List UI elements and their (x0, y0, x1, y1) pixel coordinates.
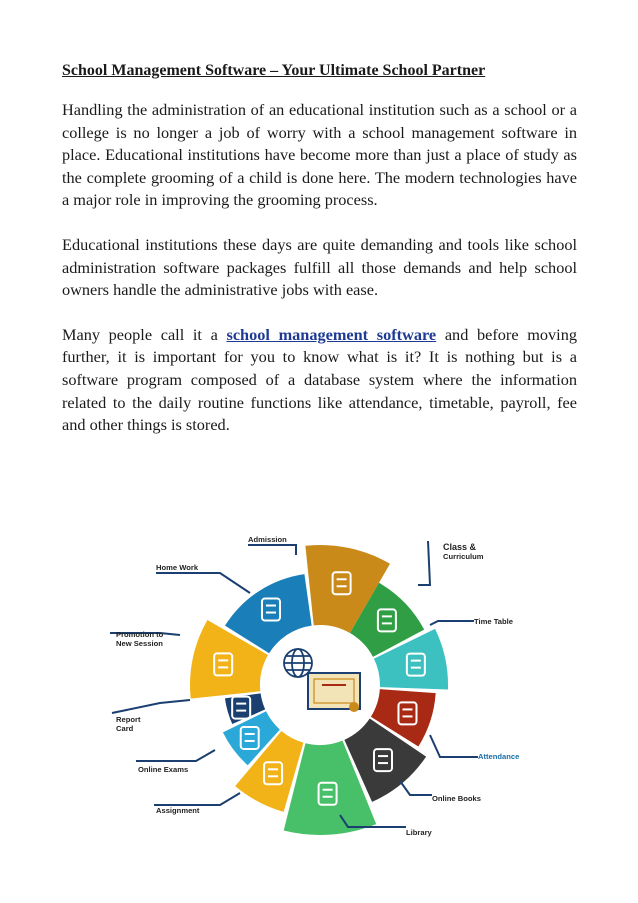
label-report-card-1: Report (116, 715, 141, 724)
label-promotion-1: Promotion to (116, 630, 164, 639)
label-library: Library (406, 828, 432, 837)
label-home-work: Home Work (156, 563, 199, 572)
document-page (62, 60, 577, 459)
paragraph-3-after: and before moving further, it is important for you to know what is it? It is nothing but is a software program composed of a database system where the information related to the daily routine functions like attendance, timetable, payroll, fee and other things is stored. (62, 324, 577, 435)
paragraph-1: Handling the administration of an educational institution such as a school or a college is no longer a job of worry with a school management software in place. Educational institutions have become more than just a place of study as the complete grooming of a child is done here. The modern technologies have a major role in improving the grooming process. (62, 100, 577, 210)
school-modules-diagram (100, 525, 540, 843)
label-assignment: Assignment (156, 806, 200, 815)
certificate-icon (308, 673, 360, 712)
paragraph-2: Educational institutions these days are quite demanding and tools like school administration software packages fulfill all those demands and help school owners handle the administrative jobs with ease. (62, 234, 577, 300)
label-time-table: Time Table (474, 617, 513, 626)
paragraph-3 (62, 324, 577, 437)
label-admission: Admission (248, 535, 287, 544)
label-class-curriculum-1: Class & (443, 542, 477, 552)
document-title: School Management Software – Your Ultimate School Partner (62, 62, 486, 79)
label-promotion-2: New Session (116, 639, 163, 648)
modules-wheel-svg (100, 525, 540, 843)
school-management-software-link[interactable]: school management software (226, 324, 437, 344)
label-online-exams: Online Exams (138, 765, 189, 774)
label-report-card-2: Card (116, 724, 134, 733)
label-class-curriculum-2: Curriculum (443, 552, 484, 561)
paragraph-3-before: Many people call it a (62, 324, 227, 344)
label-online-books: Online Books (432, 794, 481, 803)
label-attendance: Attendance (478, 752, 520, 761)
